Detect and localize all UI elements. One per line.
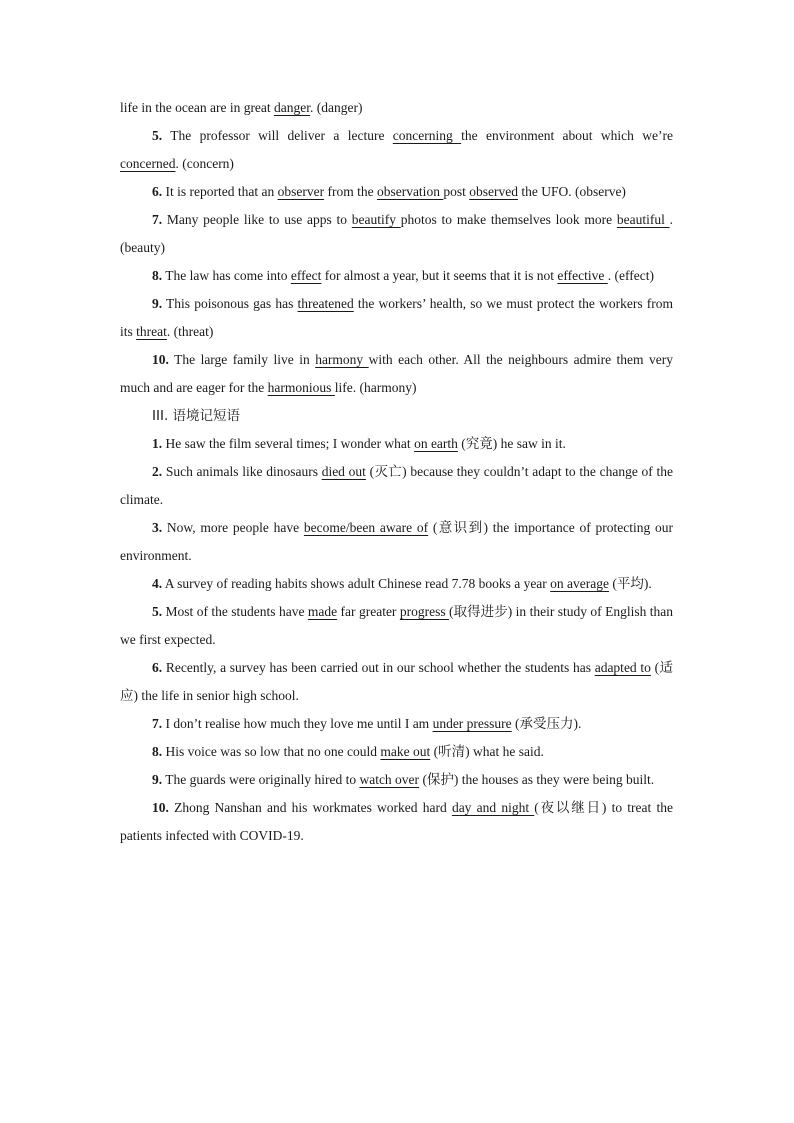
answer: observer — [277, 184, 325, 199]
item-number: 8. — [152, 744, 163, 759]
item-10 — [120, 346, 673, 402]
phrase-5 — [120, 598, 673, 654]
answer: adapted to — [594, 660, 651, 675]
text: I don’t realise how much they love me until I am — [162, 716, 433, 731]
text: (灭亡) because they couldn’t adapt to the change of the climate. — [120, 464, 673, 507]
phrase-4 — [120, 570, 673, 598]
text: His voice was so low that no one could — [162, 744, 381, 759]
answer: danger — [274, 100, 311, 115]
text: . (concern) — [175, 156, 234, 171]
phrase-9 — [120, 766, 673, 794]
phrase-8 — [120, 738, 673, 766]
item-number: 4. — [152, 576, 163, 591]
item-number: 10. — [152, 352, 169, 367]
item-number: 5. — [152, 128, 163, 143]
text: The guards were originally hired to — [162, 772, 360, 787]
answer: concerned — [120, 156, 176, 171]
text: life in the ocean are in great — [120, 100, 275, 115]
text: (究竟) he saw in it. — [457, 436, 566, 451]
text: from the — [324, 184, 377, 199]
item-6 — [120, 178, 673, 206]
item-5 — [120, 122, 673, 178]
phrase-2 — [120, 458, 673, 514]
text: The large family live in — [168, 352, 316, 367]
text: the environment about which we’re — [461, 128, 673, 143]
answer: on average — [550, 576, 610, 591]
item-number: 1. — [152, 436, 163, 451]
answer: watch over — [359, 772, 420, 787]
text: . (beauty) — [120, 212, 674, 255]
text: This poisonous gas has — [162, 296, 298, 311]
answer: observation — [376, 184, 444, 199]
answer: concerning — [392, 128, 462, 143]
item-4-continuation — [120, 94, 673, 122]
text: A survey of reading habits shows adult Chinese read 7.78 books a year — [162, 576, 551, 591]
text: the UFO. (observe) — [517, 184, 626, 199]
answer: day and night — [451, 800, 535, 815]
text: photos to make themselves look more — [400, 212, 617, 227]
answer: become/been aware of — [303, 520, 429, 535]
text: . (threat) — [166, 324, 214, 339]
text: with each other. All the neighbours admire them very much and are eager for the — [120, 352, 673, 395]
text: (保护) the houses as they were being built. — [419, 772, 655, 787]
text: Now, more people have — [162, 520, 304, 535]
section-heading: III. 语境记短语 — [152, 408, 241, 424]
text: for almost a year, but it seems that it is not — [321, 268, 558, 283]
text: Most of the students have — [162, 604, 308, 619]
answer: effect — [290, 268, 322, 283]
answer: effective — [557, 268, 608, 283]
text: Many people like to use apps to — [162, 212, 352, 227]
text: the workers’ health, so we must protect the workers from its — [120, 296, 673, 339]
answer: on earth — [414, 436, 458, 451]
text: . (effect) — [607, 268, 654, 283]
text: (意识到) the importance of protecting our environment. — [120, 520, 673, 563]
text: (平均). — [609, 576, 652, 591]
text: Such animals like dinosaurs — [162, 464, 322, 479]
text: It is reported that an — [162, 184, 278, 199]
item-number: 9. — [152, 296, 163, 311]
item-number: 9. — [152, 772, 163, 787]
item-number: 6. — [152, 660, 163, 675]
answer: threat — [136, 324, 167, 339]
answer: beautify — [351, 212, 401, 227]
text: post — [443, 184, 470, 199]
answer: harmony — [315, 352, 369, 367]
text: (承受压力). — [511, 716, 582, 731]
item-7 — [120, 206, 673, 262]
item-number: 5. — [152, 604, 163, 619]
answer: died out — [321, 464, 366, 479]
item-number: 2. — [152, 464, 163, 479]
text: far greater — [337, 604, 400, 619]
item-9 — [120, 290, 673, 346]
text: (听清) what he said. — [430, 744, 544, 759]
phrase-3 — [120, 514, 673, 570]
item-number: 8. — [152, 268, 163, 283]
item-number: 10. — [152, 800, 169, 815]
text: (适应) the life in senior high school. — [120, 660, 674, 703]
text: (取得进步) in their study of English than we first expected. — [120, 604, 674, 647]
answer: observed — [469, 184, 518, 199]
phrase-6 — [120, 654, 673, 710]
text: Zhong Nanshan and his workmates worked hard — [168, 800, 452, 815]
item-number: 6. — [152, 184, 163, 199]
item-number: 7. — [152, 212, 163, 227]
answer: make out — [380, 744, 431, 759]
answer: harmonious — [267, 380, 335, 395]
text: He saw the film several times; I wonder what — [162, 436, 415, 451]
answer: beautiful — [616, 212, 670, 227]
item-number: 3. — [152, 520, 163, 535]
answer: progress — [399, 604, 450, 619]
text: Recently, a survey has been carried out in our school whether the students has — [162, 660, 595, 675]
phrase-7 — [120, 710, 673, 738]
text: . (danger) — [310, 100, 363, 115]
phrase-10 — [120, 794, 673, 850]
answer: under pressure — [432, 716, 512, 731]
answer: threatened — [297, 296, 354, 311]
worksheet-page — [120, 94, 673, 850]
phrase-1 — [120, 430, 673, 458]
item-8 — [120, 262, 673, 290]
text: The law has come into — [162, 268, 291, 283]
text: The professor will deliver a lecture — [162, 128, 393, 143]
answer: made — [307, 604, 338, 619]
item-number: 7. — [152, 716, 163, 731]
text: (夜以继日) to treat the patients infected with COVID-19. — [120, 800, 673, 843]
text: life. (harmony) — [334, 380, 417, 395]
